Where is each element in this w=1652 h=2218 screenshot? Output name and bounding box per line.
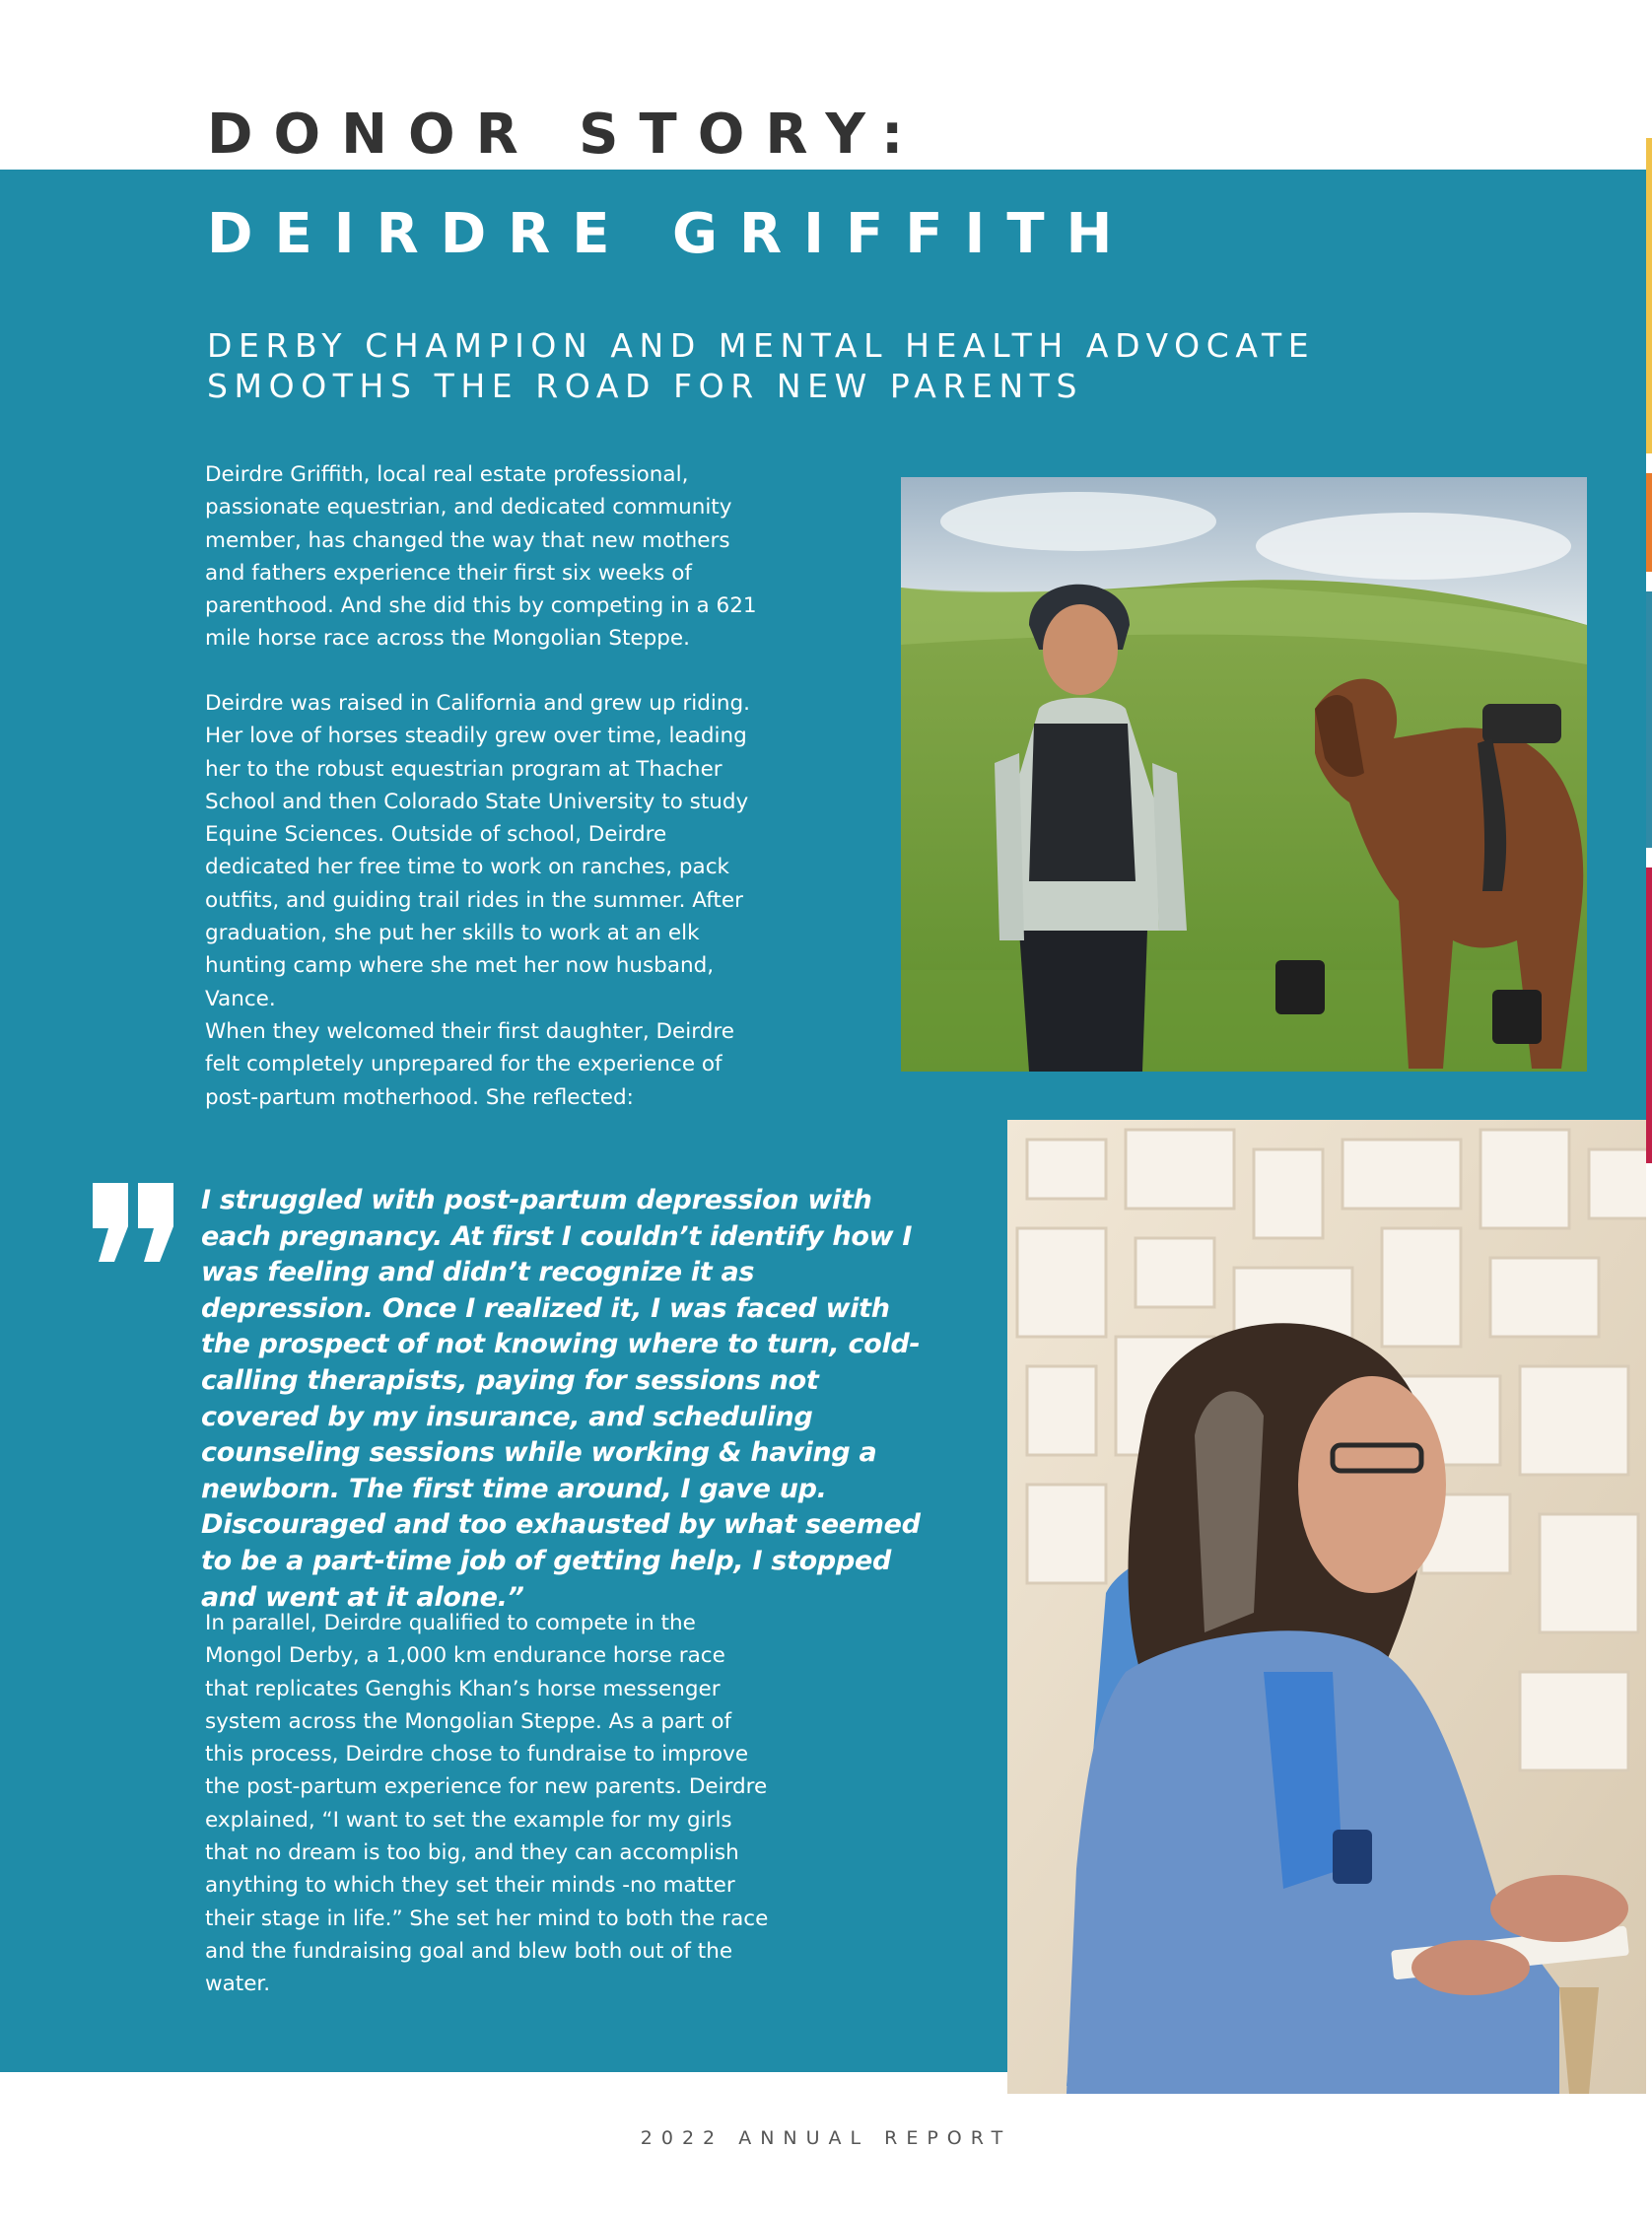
donor-story-kicker: DONOR STORY: bbox=[207, 103, 925, 167]
quotation-mark-icon bbox=[91, 1183, 175, 1262]
paragraph-background: Deirdre was raised in California and grew up riding. Her love of horses steadily grew over time, leading her to the robust equestrian program at Thacher School and then Colorado State University to study Equine Sciences. Outside of school, Deirdre dedicated her free time to work on ranches, pack outfits, and guiding trail rides in the summer. After graduation, she put her skills to work at an elk hunting camp where she met her now husband, Vance. bbox=[205, 691, 750, 1011]
rider-with-horse-photo bbox=[901, 477, 1587, 1072]
paragraph-mongol-derby: In parallel, Deirdre qualified to compete in the Mongol Derby, a 1,000 km endurance horse race that replicates Genghis Khan’s horse messenger system across the Mongolian Steppe. As a part of this process, Deirdre chose to fundraise to improve the post-partum experience for new parents. Deirdre explained, “I want to set the example for my girls that no dream is too big, and they can accomplish anything to which they set their minds -no matter their stage in life.” She set her mind to both the race and the fundraising goal and blew both out of the water. bbox=[205, 1611, 769, 1997]
story-subtitle bbox=[207, 325, 1469, 406]
donor-name-heading: DEIRDRE GRIFFITH bbox=[207, 202, 1135, 266]
page-edge-color-strip bbox=[1646, 0, 1652, 2218]
paragraph-intro: Deirdre Griffith, local real estate professional, passionate equestrian, and dedicated community member, has changed the way that new mothers and fathers experience their first six weeks of parenthood. And she did this by competing in a 621 mile horse race across the Mongolian Steppe. bbox=[205, 462, 757, 652]
pull-quote: I struggled with post-partum depression with each pregnancy. At first I couldn’t identify how I was feeling and didn’t recognize it as depression. Once I realized it, I was faced with the prospect of not knowing where to turn, cold-calling therapists, paying for sessions not covered by my insurance, and scheduling counseling sessions while working & having a newborn. The first time around, I gave up. Discouraged and too exhausted by what seemed to be a part-time job of getting help, I stopped and went at it alone.” bbox=[201, 1185, 921, 1613]
subtitle-line-1: DERBY CHAMPION AND MENTAL HEALTH ADVOCATE bbox=[207, 326, 1316, 365]
paragraph-welcomed-daughter: When they welcomed their first daughter, Deirdre felt completely unprepared for the experience of post-partum motherhood. She reflected: bbox=[205, 1019, 734, 1110]
subtitle-line-2: SMOOTHS THE ROAD FOR NEW PARENTS bbox=[207, 367, 1084, 405]
counselor-portrait-photo bbox=[1007, 1120, 1652, 2094]
annual-report-footer: 2022 ANNUAL REPORT bbox=[640, 2127, 1012, 2149]
